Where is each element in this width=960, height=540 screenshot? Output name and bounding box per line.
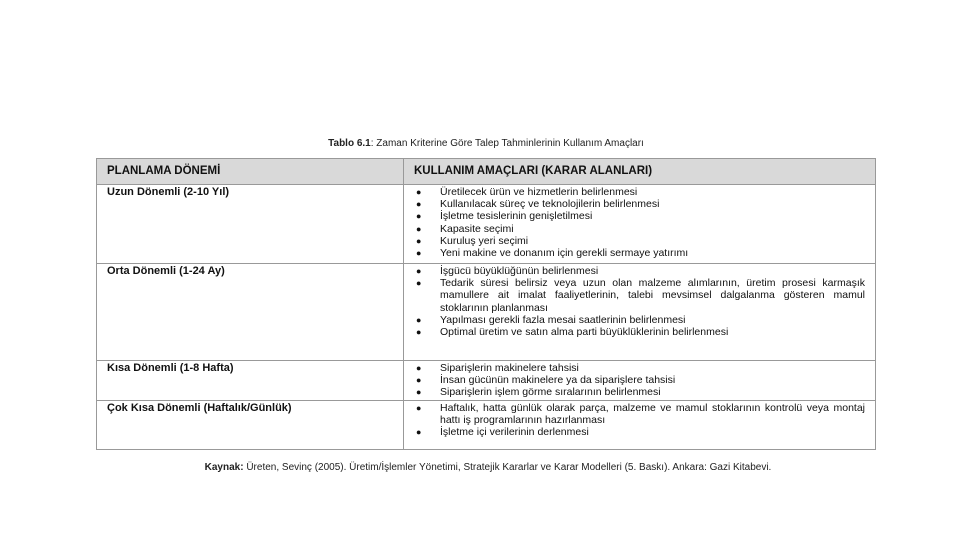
list-item: ● Tedarik süresi belirsiz veya uzun olan malzeme alımlarının, üretim prosesi karmaşık mamullere ait imalat faaliyetlerinin, talebi mevsimsel dalgalanma gösteren mamul stoklarının planlanması xyxy=(416,277,865,314)
table-row-very-short-term xyxy=(97,400,876,449)
caption-text: : Zaman Kriterine Göre Talep Tahminlerinin Kullanım Amaçları xyxy=(370,138,644,149)
bullet-icon: ● xyxy=(416,387,422,398)
bullet-icon: ● xyxy=(416,248,422,259)
source-label: Kaynak: xyxy=(204,462,244,473)
uses-very-short-term xyxy=(404,400,876,449)
table-header-row xyxy=(97,159,876,185)
bullet-icon: ● xyxy=(416,427,422,438)
forecast-usage-table xyxy=(96,158,876,450)
period-mid-term: Orta Dönemli (1-24 Ay) xyxy=(97,264,404,361)
bullet-icon: ● xyxy=(416,211,422,222)
list-item: ● Kapasite seçimi xyxy=(416,222,514,235)
bullet-icon: ● xyxy=(416,327,422,338)
caption-label: Tablo 6.1 xyxy=(328,138,371,149)
bullet-icon: ● xyxy=(416,363,422,373)
bullet-icon: ● xyxy=(416,314,422,325)
period-very-short-term: Çok Kısa Dönemli (Haftalık/Günlük) xyxy=(97,400,404,449)
list-item: ● Siparişlerin işlem görme sıralarının belirlenmesi xyxy=(416,386,661,399)
bullet-icon: ● xyxy=(416,402,422,413)
list-item: ● Haftalık, hatta günlük olarak parça, malzeme ve mamul stoklarının kontrolü veya montaj hattı iş programlarının hazırlanması xyxy=(416,401,865,426)
list-item: ● Kullanılacak süreç ve teknolojilerin belirlenmesi xyxy=(416,198,660,211)
list-item: ● Yapılması gerekli fazla mesai saatlerinin belirlenmesi xyxy=(416,313,686,326)
period-short-term: Kısa Dönemli (1-8 Hafta) xyxy=(97,361,404,401)
list-item: ● İşletme tesislerinin genişletilmesi xyxy=(416,210,593,223)
list-item: ● Optimal üretim ve satın alma parti büyüklüklerinin belirlenmesi xyxy=(416,326,729,339)
period-long-term: Uzun Dönemli (2-10 Yıl) xyxy=(97,185,404,264)
list-item: ● İşgücü büyüklüğünün belirlenmesi xyxy=(416,265,599,277)
source-text: Üreten, Sevinç (2005). Üretim/İşlemler Yönetimi, Stratejik Kararlar ve Karar Modelleri (5. Baskı). Ankara: Gazi Kitabevi. xyxy=(243,462,772,473)
list-item: ● Yeni makine ve donanım için gerekli sermaye yatırımı xyxy=(416,247,689,260)
table-row-mid-term xyxy=(97,264,876,361)
bullet-icon: ● xyxy=(416,223,422,234)
bullet-icon: ● xyxy=(416,235,422,246)
list-item: ● İnsan gücünün makinelere ya da siparişlere tahsisi xyxy=(416,374,676,387)
bullet-icon: ● xyxy=(416,187,422,197)
list-item: ● Üretilecek ürün ve hizmetlerin belirlenmesi xyxy=(416,186,638,198)
table-row-short-term xyxy=(97,361,876,401)
bullet-icon: ● xyxy=(416,375,422,386)
bullet-icon: ● xyxy=(416,199,422,210)
list-item: ● Kuruluş yeri seçimi xyxy=(416,234,529,247)
uses-long-term xyxy=(404,185,876,264)
list-item: ● İşletme içi verilerinin derlenmesi xyxy=(416,426,589,439)
table-row-long-term xyxy=(97,185,876,264)
source-citation xyxy=(108,462,868,473)
header-planning-period: PLANLAMA DÖNEMİ xyxy=(97,159,404,185)
uses-mid-term xyxy=(404,264,876,361)
table-caption xyxy=(96,138,876,149)
list-item: ● Siparişlerin makinelere tahsisi xyxy=(416,362,579,374)
bullet-icon: ● xyxy=(416,266,422,276)
header-usage-purposes: KULLANIM AMAÇLARI (KARAR ALANLARI) xyxy=(404,159,876,185)
bullet-icon: ● xyxy=(416,278,422,289)
uses-short-term xyxy=(404,361,876,401)
